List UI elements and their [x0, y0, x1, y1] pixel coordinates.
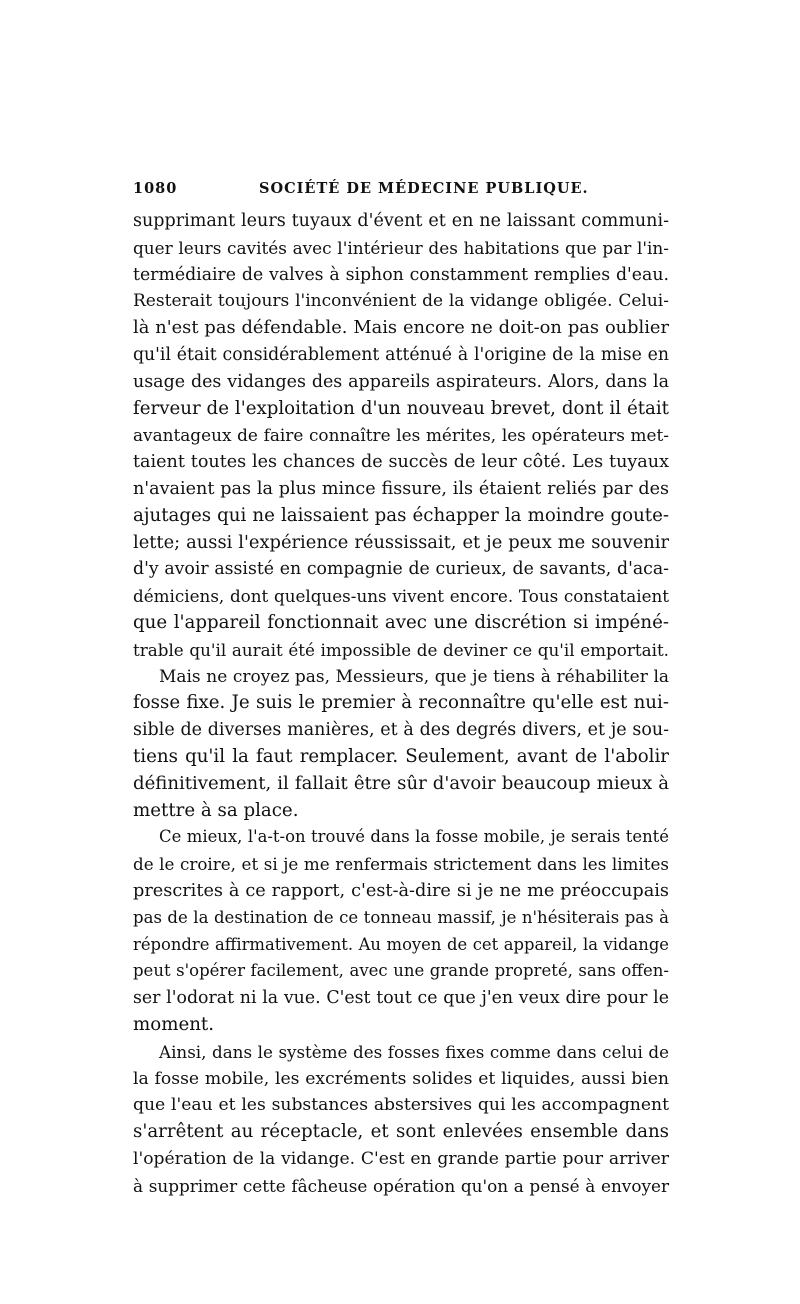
text-line: n'avaient pas la plus mince fissure, ils étaient reliés par des — [133, 478, 669, 499]
paragraph — [133, 208, 669, 664]
text-line: l'opération de la vidange. C'est en grande partie pour arriver — [133, 1148, 669, 1169]
text-line: termédiaire de valves à siphon constamment remplies d'eau. — [133, 264, 669, 285]
running-title: SOCIÉTÉ DE MÉDECINE PUBLIQUE. — [259, 180, 589, 197]
text-line: s'arrêtent au réceptacle, et sont enlevées ensemble dans — [133, 1121, 669, 1143]
text-line: trable qu'il aurait été impossible de deviner ce qu'il emportait. — [133, 639, 669, 660]
running-head — [133, 180, 669, 204]
text-line: Ainsi, dans le système des fosses fixes comme dans celui de — [159, 1041, 669, 1062]
page-number: 1080 — [133, 180, 178, 197]
text-line: Ce mieux, l'a-t-on trouvé dans la fosse mobile, je serais tenté — [159, 827, 669, 847]
text-line: sible de diverses manières, et à des degrés divers, et je sou- — [133, 720, 669, 741]
paragraph — [133, 1039, 669, 1200]
text-line: fosse fixe. Je suis le premier à reconnaître qu'elle est nui- — [133, 692, 669, 714]
text-line: définitivement, il fallait être sûr d'avoir beaucoup mieux à — [133, 772, 669, 794]
text-line: d'y avoir assisté en compagnie de curieux, de savants, d'aca- — [133, 559, 669, 580]
text-line: à supprimer cette fâcheuse opération qu'on a pensé à envoyer — [133, 1175, 669, 1196]
book-page — [133, 180, 669, 1199]
text-line: ajutages qui ne laissaient pas échapper la moindre goute- — [133, 504, 669, 526]
text-line: peut s'opérer facilement, avec une grande propreté, sans offen- — [133, 961, 669, 981]
paragraph — [133, 664, 669, 825]
text-line: qu'il était considérablement atténué à l'origine de la mise en — [133, 344, 669, 365]
text-line: quer leurs cavités avec l'intérieur des habitations que par l'in- — [133, 237, 669, 258]
text-line: taient toutes les chances de succès de leur côté. Les tuyaux — [133, 452, 669, 473]
paragraph — [133, 824, 669, 1038]
text-line: lette; aussi l'expérience réussissait, et je peux me souvenir — [133, 531, 669, 553]
text-line: tiens qu'il la faut remplacer. Seulement, avant de l'abolir — [133, 745, 669, 767]
text-line: répondre affirmativement. Au moyen de cet appareil, la vidange — [133, 934, 669, 954]
text-line: ferveur de l'exploitation d'un nouveau brevet, dont il était — [133, 397, 669, 419]
text-line: usage des vidanges des appareils aspirateurs. Alors, dans la — [133, 371, 669, 392]
text-line: ser l'odorat ni la vue. C'est tout ce que j'en veux dire pour le — [133, 988, 669, 1009]
text-line: mettre à sa place. — [133, 799, 299, 821]
text-line: Resterait toujours l'inconvénient de la vidange obligée. Celui- — [133, 291, 669, 312]
text-line: que l'eau et les substances abstersives qui les accompagnent — [133, 1095, 669, 1116]
text-line: là n'est pas défendable. Mais encore ne doit-on pas oublier — [133, 317, 669, 339]
text-line: moment. — [133, 1013, 215, 1035]
text-line: Mais ne croyez pas, Messieurs, que je tiens à réhabiliter la — [159, 666, 669, 687]
text-line: que l'appareil fonctionnait avec une discrétion si impéné- — [133, 611, 669, 633]
body-text — [133, 208, 669, 1199]
text-line: la fosse mobile, les excréments solides et liquides, aussi bien — [133, 1068, 669, 1089]
text-line: prescrites à ce rapport, c'est-à-dire si je ne me préoccupais — [133, 880, 669, 901]
text-line: démiciens, dont quelques-uns vivent encore. Tous constataient — [133, 586, 669, 607]
text-line: avantageux de faire connaître les mérites, les opérateurs met- — [133, 425, 669, 446]
text-line: de le croire, et si je me renfermais strictement dans les limites — [133, 854, 669, 875]
text-line: pas de la destination de ce tonneau massif, je n'hésiterais pas à — [133, 907, 669, 927]
text-line: supprimant leurs tuyaux d'évent et en ne laissant communi- — [133, 211, 669, 231]
